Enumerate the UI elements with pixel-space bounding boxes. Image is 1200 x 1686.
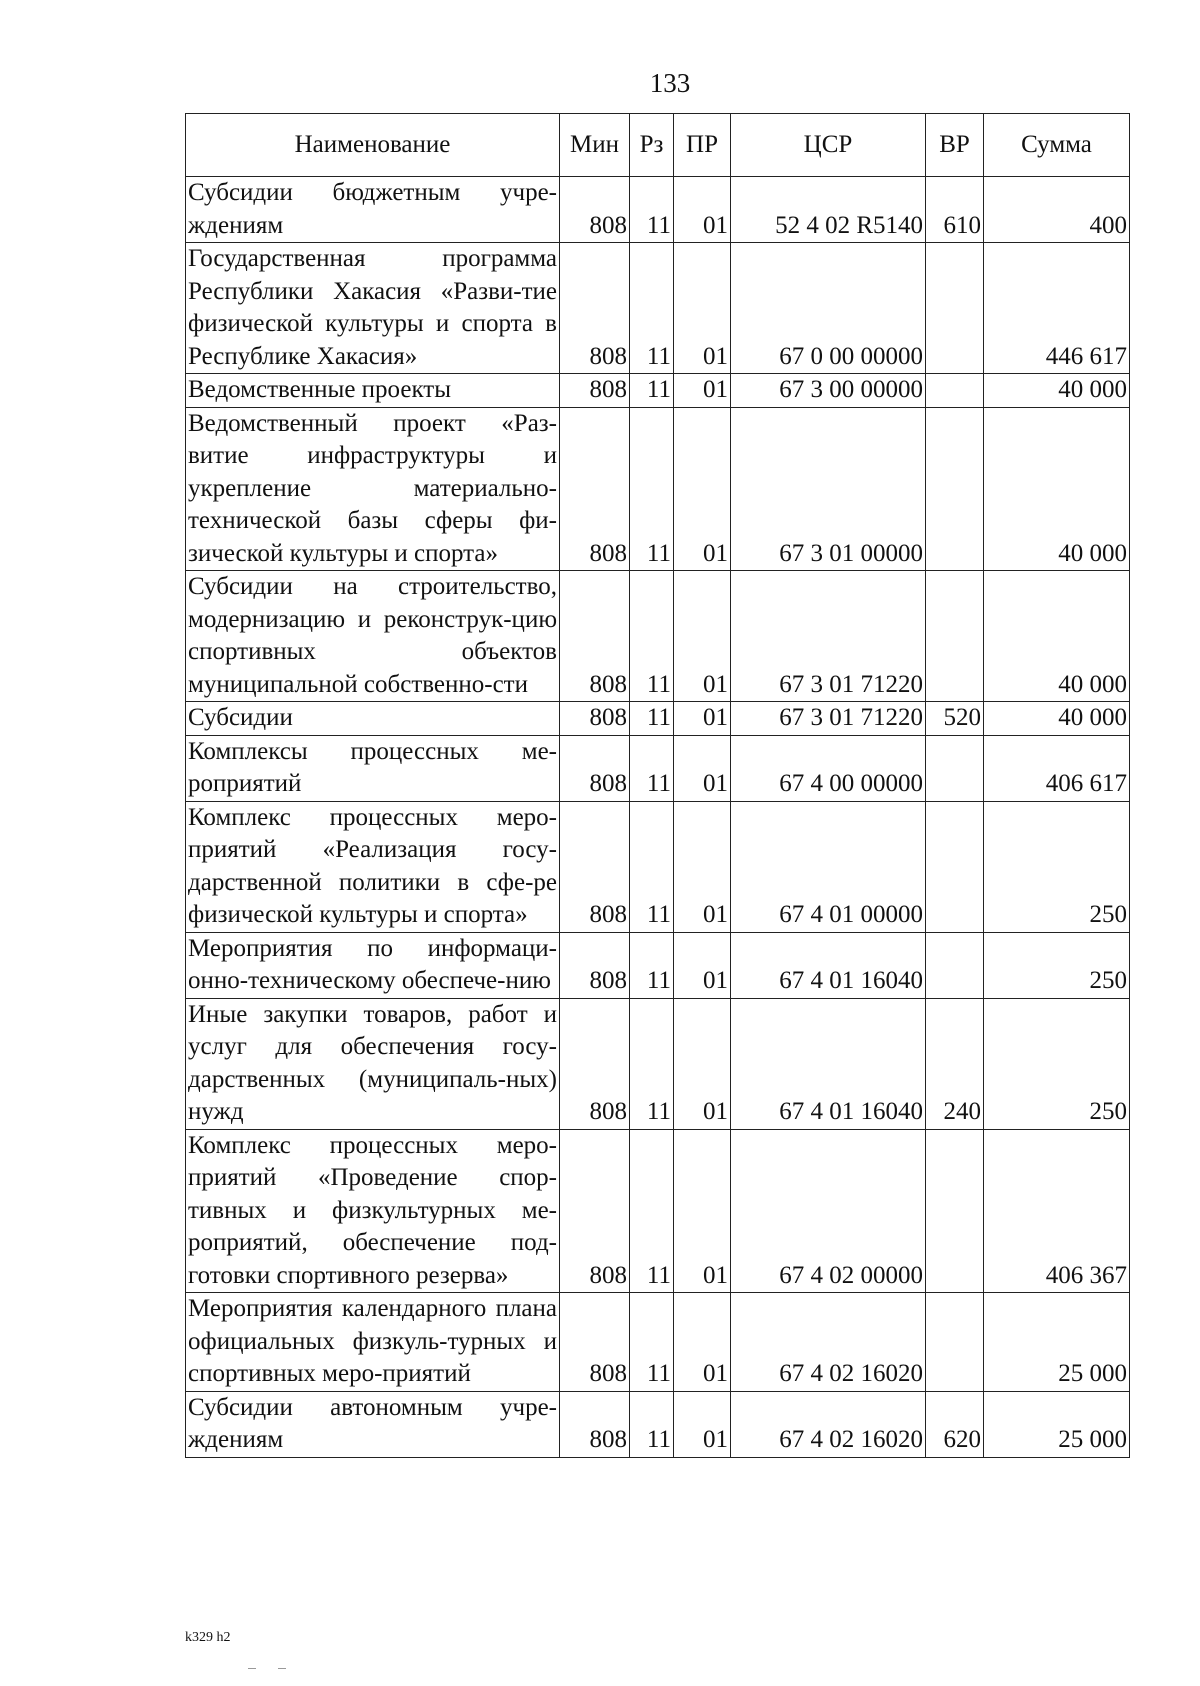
row-min: 808 <box>560 1293 630 1392</box>
row-vr <box>926 407 984 571</box>
row-vr <box>926 1129 984 1293</box>
row-vr <box>926 243 984 374</box>
row-csr: 67 4 02 16020 <box>731 1391 926 1457</box>
row-pr: 01 <box>674 702 731 736</box>
row-csr: 67 4 00 00000 <box>731 735 926 801</box>
row-csr: 67 4 02 00000 <box>731 1129 926 1293</box>
row-name: Субсидии <box>186 702 560 736</box>
row-sum: 40 000 <box>984 702 1130 736</box>
row-rz: 11 <box>630 407 674 571</box>
row-pr: 01 <box>674 1129 731 1293</box>
row-vr <box>926 1293 984 1392</box>
table-row <box>186 998 1130 1129</box>
row-vr: 620 <box>926 1391 984 1457</box>
row-rz: 11 <box>630 801 674 932</box>
row-sum: 250 <box>984 801 1130 932</box>
row-csr: 67 3 00 00000 <box>731 374 926 408</box>
header-min: Мин <box>560 114 630 177</box>
budget-table <box>185 113 1130 1458</box>
row-rz: 11 <box>630 1391 674 1457</box>
row-rz: 11 <box>630 932 674 998</box>
table-row <box>186 1129 1130 1293</box>
row-csr: 67 4 02 16020 <box>731 1293 926 1392</box>
table-row <box>186 177 1130 243</box>
row-pr: 01 <box>674 735 731 801</box>
row-sum: 250 <box>984 932 1130 998</box>
row-sum: 40 000 <box>984 407 1130 571</box>
row-rz: 11 <box>630 571 674 702</box>
header-rz: Рз <box>630 114 674 177</box>
row-name: Мероприятия календарного плана официальных физкуль-турных и спортивных меро-приятий <box>186 1293 560 1392</box>
row-sum: 400 <box>984 177 1130 243</box>
row-pr: 01 <box>674 801 731 932</box>
row-name: Ведомственный проект «Раз-витие инфраструктуры и укрепление материально-технической базы сферы фи-зической культуры и спорта» <box>186 407 560 571</box>
row-csr: 67 0 00 00000 <box>731 243 926 374</box>
scan-mark <box>278 1668 286 1669</box>
row-name: Субсидии автономным учре-ждениям <box>186 1391 560 1457</box>
row-vr: 240 <box>926 998 984 1129</box>
row-pr: 01 <box>674 243 731 374</box>
table-row <box>186 1391 1130 1457</box>
row-sum: 25 000 <box>984 1293 1130 1392</box>
row-csr: 67 3 01 71220 <box>731 702 926 736</box>
row-min: 808 <box>560 1391 630 1457</box>
header-pr: ПР <box>674 114 731 177</box>
header-sum: Сумма <box>984 114 1130 177</box>
table-row <box>186 571 1130 702</box>
row-min: 808 <box>560 702 630 736</box>
scan-mark <box>248 1668 256 1669</box>
row-min: 808 <box>560 932 630 998</box>
row-sum: 250 <box>984 998 1130 1129</box>
row-name: Субсидии на строительство, модернизацию и реконструк-цию спортивных объектов муниципальной собственно-сти <box>186 571 560 702</box>
row-sum: 406 367 <box>984 1129 1130 1293</box>
row-vr: 610 <box>926 177 984 243</box>
row-sum: 25 000 <box>984 1391 1130 1457</box>
row-csr: 67 3 01 71220 <box>731 571 926 702</box>
table-row <box>186 1293 1130 1392</box>
table-row <box>186 702 1130 736</box>
row-min: 808 <box>560 374 630 408</box>
table-row <box>186 374 1130 408</box>
table-row <box>186 735 1130 801</box>
row-vr <box>926 571 984 702</box>
table-row <box>186 932 1130 998</box>
row-pr: 01 <box>674 998 731 1129</box>
row-pr: 01 <box>674 932 731 998</box>
row-rz: 11 <box>630 177 674 243</box>
row-csr: 67 4 01 16040 <box>731 998 926 1129</box>
row-sum: 40 000 <box>984 374 1130 408</box>
table-row <box>186 243 1130 374</box>
page-number: 133 <box>649 68 691 98</box>
header-csr: ЦСР <box>731 114 926 177</box>
row-min: 808 <box>560 735 630 801</box>
row-sum: 40 000 <box>984 571 1130 702</box>
row-name: Государственная программа Республики Хакасия «Разви-тие физической культуры и спорта в Республике Хакасия» <box>186 243 560 374</box>
row-sum: 446 617 <box>984 243 1130 374</box>
row-min: 808 <box>560 243 630 374</box>
row-rz: 11 <box>630 998 674 1129</box>
row-min: 808 <box>560 571 630 702</box>
row-min: 808 <box>560 177 630 243</box>
row-csr: 67 4 01 00000 <box>731 801 926 932</box>
row-min: 808 <box>560 801 630 932</box>
header-name: Наименование <box>186 114 560 177</box>
table-row <box>186 407 1130 571</box>
table-header-row <box>186 114 1130 177</box>
row-vr: 520 <box>926 702 984 736</box>
row-vr <box>926 735 984 801</box>
row-rz: 11 <box>630 243 674 374</box>
row-pr: 01 <box>674 1391 731 1457</box>
row-sum: 406 617 <box>984 735 1130 801</box>
row-min: 808 <box>560 998 630 1129</box>
row-min: 808 <box>560 407 630 571</box>
row-rz: 11 <box>630 702 674 736</box>
footer-code: k329 h2 <box>185 1630 231 1645</box>
table-row <box>186 801 1130 932</box>
row-pr: 01 <box>674 407 731 571</box>
row-min: 808 <box>560 1129 630 1293</box>
header-vr: ВР <box>926 114 984 177</box>
row-name: Ведомственные проекты <box>186 374 560 408</box>
row-name: Комплекс процессных меро-приятий «Реализация госу-дарственной политики в сфе-ре физической культуры и спорта» <box>186 801 560 932</box>
row-vr <box>926 801 984 932</box>
row-vr <box>926 374 984 408</box>
row-pr: 01 <box>674 1293 731 1392</box>
row-name: Комплекс процессных меро-приятий «Проведение спор-тивных и физкультурных ме-роприятий, обеспечение под-готовки спортивного резерва» <box>186 1129 560 1293</box>
row-vr <box>926 932 984 998</box>
row-rz: 11 <box>630 735 674 801</box>
row-csr: 67 3 01 00000 <box>731 407 926 571</box>
row-name: Мероприятия по информаци-онно-техническому обеспече-нию <box>186 932 560 998</box>
row-pr: 01 <box>674 571 731 702</box>
row-rz: 11 <box>630 1293 674 1392</box>
row-csr: 67 4 01 16040 <box>731 932 926 998</box>
row-pr: 01 <box>674 177 731 243</box>
row-pr: 01 <box>674 374 731 408</box>
row-name: Иные закупки товаров, работ и услуг для обеспечения госу-дарственных (муниципаль-ных) нужд <box>186 998 560 1129</box>
row-csr: 52 4 02 R5140 <box>731 177 926 243</box>
row-name: Комплексы процессных ме-роприятий <box>186 735 560 801</box>
row-rz: 11 <box>630 1129 674 1293</box>
row-name: Субсидии бюджетным учре-ждениям <box>186 177 560 243</box>
row-rz: 11 <box>630 374 674 408</box>
